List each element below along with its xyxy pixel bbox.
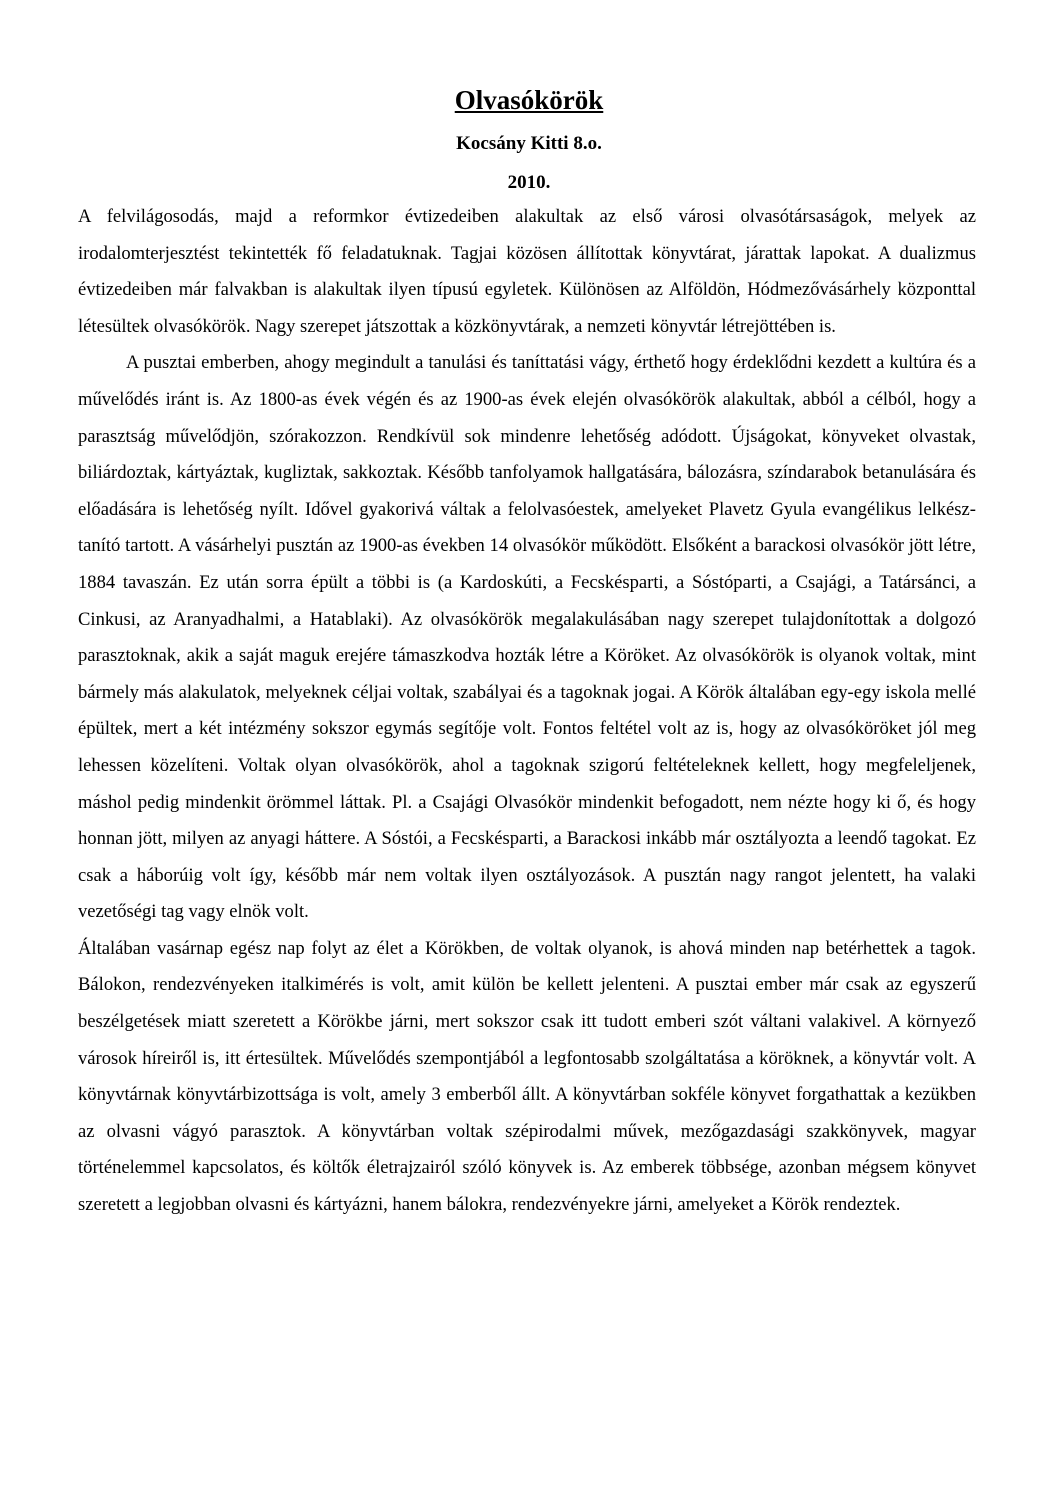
document-author: Kocsány Kitti 8.o. [456, 133, 602, 154]
document-year: 2010. [507, 172, 551, 193]
paragraph: A pusztai emberben, ahogy megindult a tanulási és taníttatási vágy, érthető hogy érdeklődni kezdett a kultúra és a művelődés iránt is. Az 1800-as évek végén és az 1900-as évek elején olvasókörök alakultak, abból a célból, hogy a parasztság művelődjön, szórakozzon. Rendkívül sok mindenre lehetőség adódott. Újságokat, könyveket olvastak, biliárdoztak, kártyáztak, kugliztak, sakkoztak. Később tanfolyamok hallgatására, bálozásra, színdarabok betanulására és előadására is lehetőség nyílt. Idővel gyakorivá váltak a felolvasóestek, amelyeket Plavetz Gyula evangélikus lelkész-tanító tartott. A vásárhelyi pusztán az 1900-as években 14 olvasókör működött. Elsőként a barackosi olvasókör jött létre, 1884 tavaszán. Ez után sorra épült a többi is (a Kardoskúti, a Fecskésparti, a Sóstóparti, a Csajági, a Tatársánci, a Cinkusi, az Aranyadhalmi, a Hatablaki). Az olvasókörök megalakulásában nagy szerepet tulajdonítottak a dolgozó parasztoknak, akik a saját maguk erejére támaszkodva hozták létre a Köröket. Az olvasókörök is olyanok voltak, mint bármely más alakulatok, melyeknek céljai voltak, szabályai és a tagoknak jogai. A Körök általában egy-egy iskola mellé épültek, mert a két intézmény sokszor egymás segítője volt. Fontos feltétel volt az is, hogy az olvasóköröket jól meg lehessen közelíteni. Voltak olyan olvasókörök, ahol a tagoknak szigorú feltételeknek kellett, hogy megfeleljenek, máshol pedig mindenkit örömmel láttak. Pl. a Csajági Olvasókör mindenkit befogadott, nem nézte hogy ki ő, és hogy honnan jött, milyen az anyagi háttere. A Sóstói, a Fecskésparti, a Barackosi inkább már osztályozta a leendő tagokat. Ez csak a háborúig volt így, később már nem voltak ilyen osztályozások. A pusztán nagy rangot jelentett, ha valaki vezetőségi tag vagy elnök volt. [78, 352, 976, 923]
document-title: Olvasókörök [454, 85, 604, 115]
paragraph: A felvilágosodás, majd a reformkor évtizedeiben alakultak az első városi olvasótársaságok, melyek az irodalomterjesztést tekintették fő feladatuknak. Tagjai közösen állítottak könyvtárat, járattak lapokat. A dualizmus évtizedeiben már falvakban is alakultak ilyen típusú egyletek. Különösen az Alföldön, Hódmezővásárhely központtal létesültek olvasókörök. Nagy szerepet játszottak a közkönyvtárak, a nemzeti könyvtár létrejöttében is. [78, 206, 976, 337]
document-body [78, 199, 976, 1224]
paragraph: Általában vasárnap egész nap folyt az élet a Körökben, de voltak olyanok, is ahová minden nap betérhettek a tagok. Bálokon, rendezvényeken italkimérés is volt, amit külön be kellett jelenteni. A pusztai ember már csak az egyszerű beszélgetések miatt szeretett a Körökbe járni, mert sokszor csak itt tudott emberi szót váltani valakivel. A környező városok híreiről is, itt értesültek. Művelődés szempontjából a legfontosabb szolgáltatása a köröknek, a könyvtár volt. A könyvtárnak könyvtárbizottsága is volt, amely 3 emberből állt. A könyvtárban sokféle könyvet forgathattak a kezükben az olvasni vágyó parasztok. A könyvtárban voltak szépirodalmi művek, mezőgazdasági szakkönyvek, magyar történelemmel kapcsolatos, és költők életrajzairól szóló könyvek is. Az emberek többsége, azonban mégsem könyvet szeretett a legjobban olvasni és kártyázni, hanem bálokra, rendezvényekre járni, amelyeket a Körök rendeztek. [78, 937, 976, 1216]
